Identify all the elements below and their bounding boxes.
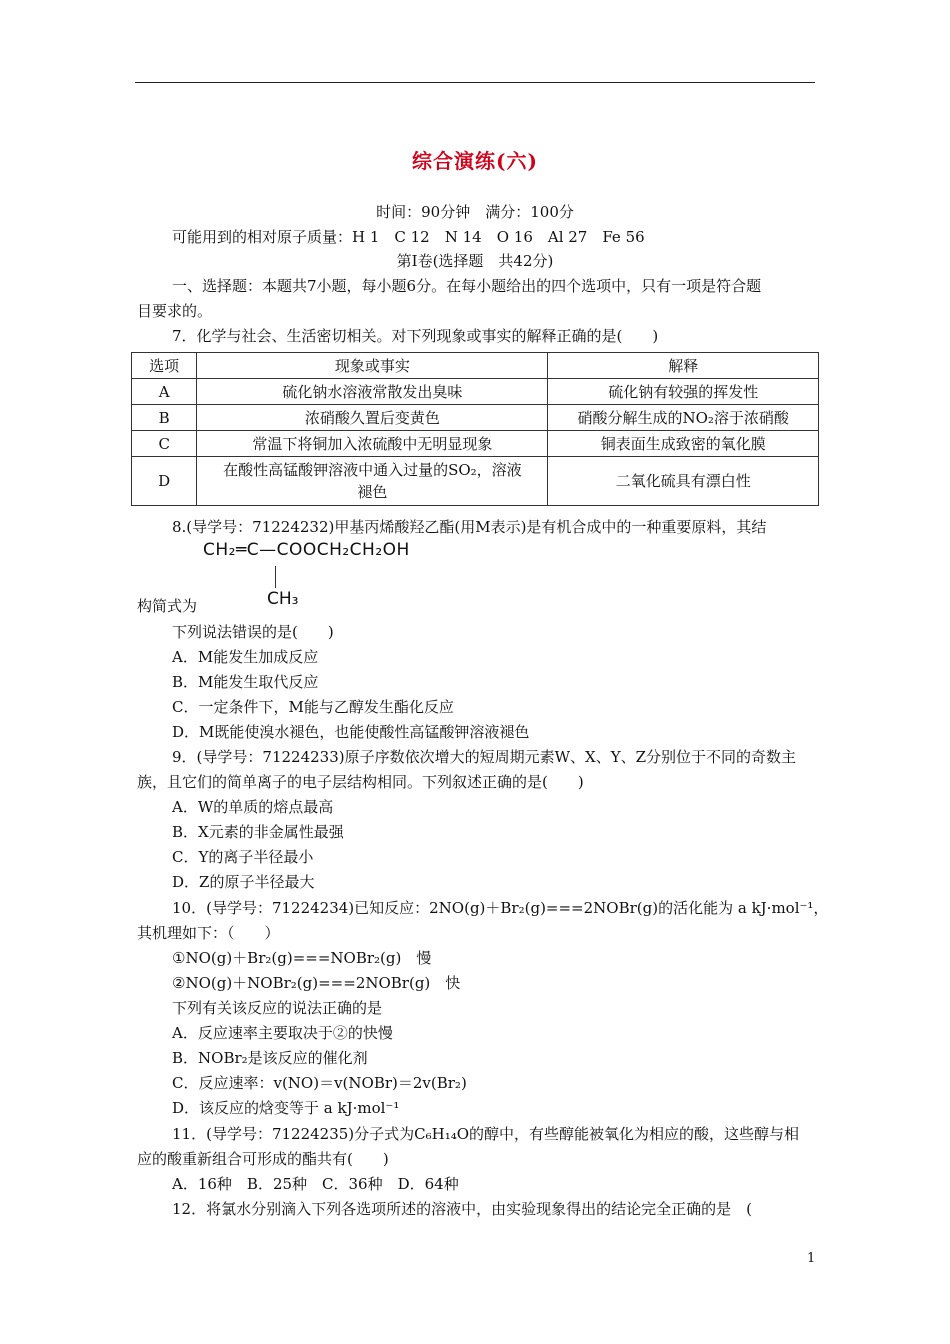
q8-question: 下列说法错误的是( ): [172, 623, 334, 641]
q9-stem-line-1: 9．(导学号：71224233)原子序数依次增大的短周期元素W、X、Y、Z分别位于不同的奇数主: [172, 748, 797, 766]
row-fact-line-1: 在酸性高锰酸钾溶液中通入过量的SO₂，溶液: [223, 461, 522, 479]
header-option: 选项: [132, 353, 197, 379]
q8-stem: 8.(导学号：71224232)甲基丙烯酸羟乙酯(用M表示)是有机合成中的一种重要原料，其结: [172, 518, 767, 536]
header-rule: [135, 82, 815, 83]
section-title: 第Ⅰ卷(选择题 共42分): [396, 252, 554, 270]
instructions-line-1: 一、选择题：本题共7小题，每小题6分。在每小题给出的四个选项中，只有一项是符合题: [172, 277, 762, 295]
q10-stem-line-1: 10．(导学号：71224234)已知反应：2NO(g)＋Br₂(g)===2NOBr(g)的活化能为 a kJ·mol⁻¹，: [172, 899, 829, 917]
row-reason: 二氧化硫具有漂白性: [548, 457, 819, 506]
formula-bond: [275, 566, 276, 588]
q11-stem-line-2: 应的酸重新组合可形成的酯共有( ): [137, 1150, 389, 1168]
table-row: [132, 405, 819, 431]
q11-options: A．16种 B．25种 C．36种 D．64种: [172, 1175, 459, 1193]
q8-option-b: B．M能发生取代反应: [172, 673, 319, 691]
row-reason: 铜表面生成致密的氧化膜: [548, 431, 819, 457]
row-option: D: [132, 457, 197, 506]
q9-option-a: A．W的单质的熔点最高: [172, 798, 334, 816]
row-reason: 硫化钠有较强的挥发性: [548, 379, 819, 405]
q7-stem: 7．化学与社会、生活密切相关。对下列现象或事实的解释正确的是( ): [172, 327, 659, 345]
table-row: [132, 431, 819, 457]
row-fact: 常温下将铜加入浓硫酸中无明显现象: [197, 431, 548, 457]
structural-formula-main: CH₂═C—COOCH₂CH₂OH: [203, 540, 410, 560]
header-reason: 解释: [548, 353, 819, 379]
q9-option-b: B．X元素的非金属性最强: [172, 823, 344, 841]
row-option: C: [132, 431, 197, 457]
q9-stem-line-2: 族，且它们的简单离子的电子层结构相同。下列叙述正确的是( ): [137, 773, 584, 791]
row-fact: 浓硝酸久置后变黄色: [197, 405, 548, 431]
q9-option-c: C．Y的离子半径最小: [172, 848, 314, 866]
q7-table: [131, 352, 819, 506]
q8-struct-label: 构简式为: [137, 597, 198, 615]
q10-step-2: ②NO(g)＋NOBr₂(g)===2NOBr(g) 快: [172, 974, 461, 992]
page-number: 1: [807, 1251, 816, 1266]
q8-option-c: C．一定条件下，M能与乙醇发生酯化反应: [172, 698, 454, 716]
time-line: 时间：90分钟 满分：100分: [376, 203, 574, 221]
q8-option-d: D．M既能使溴水褪色，也能使酸性高锰酸钾溶液褪色: [172, 723, 530, 741]
row-fact: 硫化钠水溶液常散发出臭味: [197, 379, 548, 405]
q9-option-d: D．Z的原子半径最大: [172, 873, 315, 891]
row-fact: [197, 457, 548, 506]
row-option: A: [132, 379, 197, 405]
page-title: 综合演练(六): [412, 149, 538, 173]
table-row: [132, 379, 819, 405]
table-header-row: [132, 353, 819, 379]
structural-formula-branch: CH₃: [267, 589, 299, 609]
q10-option-b: B．NOBr₂是该反应的催化剂: [172, 1049, 368, 1067]
q10-option-c: C．反应速率：v(NO)＝v(NOBr)＝2v(Br₂): [172, 1074, 467, 1092]
q10-option-d: D．该反应的焓变等于 a kJ·mol⁻¹: [172, 1099, 400, 1117]
table-row: [132, 457, 819, 506]
q12-stem: 12．将氯水分别滴入下列各选项所述的溶液中，由实验现象得出的结论完全正确的是 (: [172, 1200, 752, 1218]
instructions-line-2: 目要求的。: [137, 302, 213, 320]
q10-question: 下列有关该反应的说法正确的是: [172, 999, 383, 1017]
q10-stem-line-2: 其机理如下：（ ）: [137, 924, 280, 942]
atomic-masses: 可能用到的相对原子质量：H 1 C 12 N 14 O 16 Al 27 Fe 56: [172, 228, 645, 246]
q8-option-a: A．M能发生加成反应: [172, 648, 319, 666]
row-option: B: [132, 405, 197, 431]
row-fact-line-2: 褪色: [357, 483, 388, 501]
row-reason: 硝酸分解生成的NO₂溶于浓硝酸: [548, 405, 819, 431]
q10-option-a: A．反应速率主要取决于②的快慢: [172, 1024, 393, 1042]
q11-stem-line-1: 11．(导学号：71224235)分子式为C₆H₁₄O的醇中，有些醇能被氧化为相应的酸，这些醇与相: [172, 1125, 800, 1143]
header-fact: 现象或事实: [197, 353, 548, 379]
q10-step-1: ①NO(g)＋Br₂(g)===NOBr₂(g) 慢: [172, 949, 432, 967]
